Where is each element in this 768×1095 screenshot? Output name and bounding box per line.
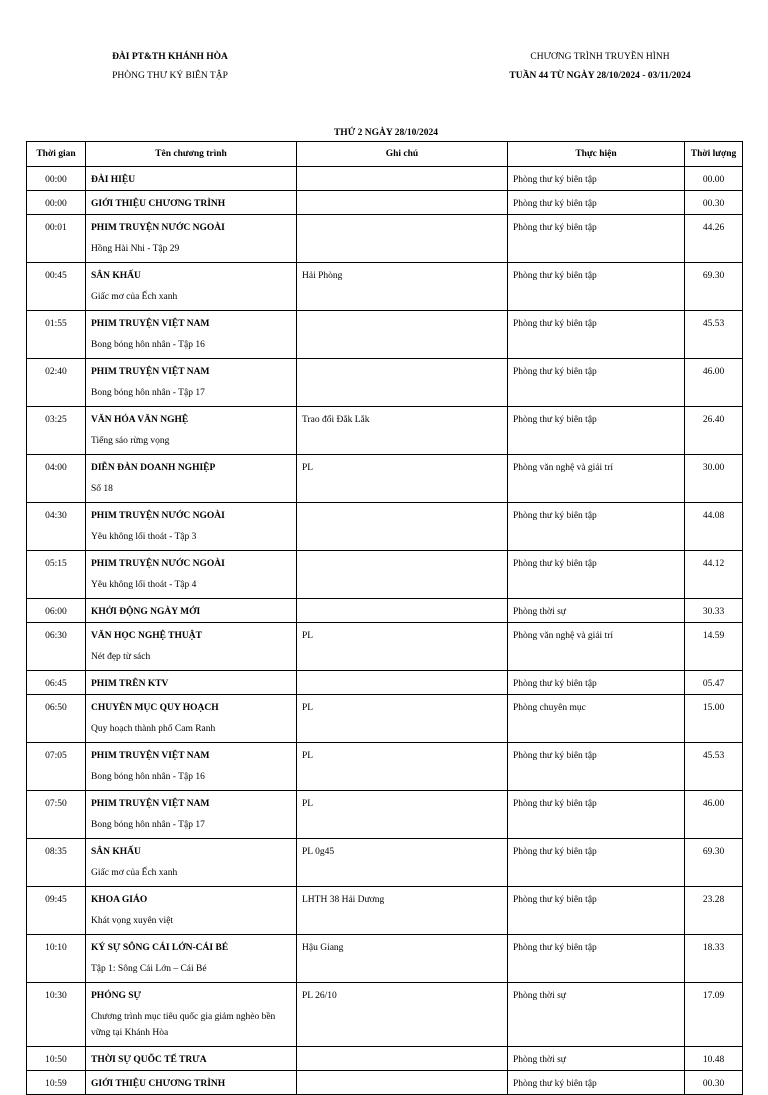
- table-row: [27, 167, 743, 191]
- cell-note: [297, 1047, 508, 1071]
- cell-duration: [685, 503, 743, 551]
- producer-text: Phòng thư ký biên tập: [513, 223, 597, 233]
- document-header-right: [500, 48, 700, 86]
- cell-duration: [685, 623, 743, 671]
- cell-note: [297, 887, 508, 935]
- cell-producer: [508, 671, 685, 695]
- week-range: TUẦN 44 TỪ NGÀY 28/10/2024 - 03/11/2024: [509, 71, 691, 81]
- cell-duration: [685, 743, 743, 791]
- cell-program: [86, 551, 297, 599]
- duration-text: 46.00: [702, 367, 725, 377]
- cell-time: 04:30: [27, 503, 86, 551]
- cell-producer: [508, 1071, 685, 1095]
- cell-time: 00:01: [27, 215, 86, 263]
- program-subtitle: Bong bóng hôn nhân - Tập 17: [91, 388, 205, 398]
- program-name: PHÓNG SỰ: [91, 991, 142, 1001]
- cell-producer: [508, 1047, 685, 1071]
- schedule-table: [26, 141, 743, 1095]
- cell-note: [297, 359, 508, 407]
- cell-duration: [685, 695, 743, 743]
- cell-note: [297, 263, 508, 311]
- cell-note: [297, 311, 508, 359]
- table-row: [27, 215, 743, 263]
- table-row: [27, 623, 743, 671]
- cell-duration: [685, 167, 743, 191]
- col-header-duration: Thời lượng: [685, 142, 743, 167]
- note-text: PL: [302, 631, 314, 641]
- program-subtitle: Bong bóng hôn nhân - Tập 17: [91, 820, 205, 830]
- producer-text: Phòng thư ký biên tập: [513, 175, 597, 185]
- program-subtitle: Quy hoạch thành phố Cam Ranh: [91, 724, 216, 734]
- duration-text: 23.28: [702, 895, 725, 905]
- col-header-program: Tên chương trình: [86, 142, 297, 167]
- cell-duration: [685, 311, 743, 359]
- cell-note: [297, 455, 508, 503]
- cell-program: [86, 503, 297, 551]
- cell-time: 07:50: [27, 791, 86, 839]
- duration-text: 14.59: [702, 631, 725, 641]
- duration-text: 00.30: [702, 199, 725, 209]
- program-name: KHOA GIÁO: [91, 895, 148, 905]
- duration-text: 45.53: [702, 319, 725, 329]
- cell-producer: [508, 599, 685, 623]
- cell-program: [86, 791, 297, 839]
- program-name: THỜI SỰ QUỐC TẾ TRƯA: [91, 1055, 207, 1065]
- program-name: PHIM TRUYỆN NƯỚC NGOÀI: [91, 223, 225, 233]
- program-name: PHIM TRÊN KTV: [91, 679, 169, 689]
- cell-note: [297, 695, 508, 743]
- program-subtitle: Bong bóng hôn nhân - Tập 16: [91, 340, 205, 350]
- producer-text: Phòng thư ký biên tập: [513, 511, 597, 521]
- producer-text: Phòng văn nghệ và giải trí: [513, 463, 613, 473]
- program-name: VĂN HỌC NGHỆ THUẬT: [91, 631, 202, 641]
- program-name: PHIM TRUYỆN VIỆT NAM: [91, 799, 210, 809]
- cell-duration: [685, 791, 743, 839]
- cell-note: [297, 983, 508, 1047]
- table-row: [27, 407, 743, 455]
- program-subtitle: Số 18: [91, 484, 113, 494]
- note-text: LHTH 38 Hải Dương: [302, 895, 385, 905]
- program-subtitle: Bong bóng hôn nhân - Tập 16: [91, 772, 205, 782]
- program-subtitle: Yêu không lối thoát - Tập 4: [91, 580, 197, 590]
- table-row: [27, 455, 743, 503]
- table-row: [27, 551, 743, 599]
- note-text: Trao đổi Đắk Lắk: [302, 415, 370, 425]
- producer-text: Phòng thời sự: [513, 1055, 566, 1065]
- duration-text: 45.53: [702, 751, 725, 761]
- producer-text: Phòng văn nghệ và giải trí: [513, 631, 613, 641]
- table-row: [27, 311, 743, 359]
- program-name: ĐÀI HIỆU: [91, 175, 136, 185]
- cell-duration: [685, 935, 743, 983]
- note-text: PL: [302, 703, 314, 713]
- program-name: VĂN HÓA VĂN NGHỆ: [91, 415, 189, 425]
- cell-producer: [508, 455, 685, 503]
- cell-program: [86, 455, 297, 503]
- program-name: PHIM TRUYỆN NƯỚC NGOÀI: [91, 511, 225, 521]
- cell-program: [86, 983, 297, 1047]
- cell-program: [86, 191, 297, 215]
- cell-note: [297, 743, 508, 791]
- producer-text: Phòng thư ký biên tập: [513, 1079, 597, 1089]
- cell-duration: [685, 551, 743, 599]
- cell-producer: [508, 167, 685, 191]
- program-name: CHUYÊN MỤC QUY HOẠCH: [91, 703, 219, 713]
- producer-text: Phòng thư ký biên tập: [513, 895, 597, 905]
- col-header-note: Ghi chú: [297, 142, 508, 167]
- program-subtitle: Tiếng sáo rừng vọng: [91, 436, 170, 446]
- table-header-row: [27, 142, 743, 167]
- producer-text: Phòng thư ký biên tập: [513, 319, 597, 329]
- duration-text: 44.12: [702, 559, 725, 569]
- cell-program: [86, 935, 297, 983]
- cell-time: 04:00: [27, 455, 86, 503]
- table-row: [27, 743, 743, 791]
- note-text: PL: [302, 799, 314, 809]
- cell-duration: [685, 359, 743, 407]
- program-name: GIỚI THIỆU CHƯƠNG TRÌNH: [91, 1079, 226, 1089]
- cell-duration: [685, 983, 743, 1047]
- cell-note: [297, 503, 508, 551]
- program-name: KHỞI ĐỘNG NGÀY MỚI: [91, 607, 201, 617]
- producer-text: Phòng thời sự: [513, 991, 566, 1001]
- cell-producer: [508, 311, 685, 359]
- cell-note: [297, 839, 508, 887]
- cell-duration: [685, 839, 743, 887]
- program-subtitle: Giấc mơ của Ếch xanh: [91, 292, 178, 302]
- cell-program: [86, 311, 297, 359]
- cell-time: 08:35: [27, 839, 86, 887]
- cell-duration: [685, 191, 743, 215]
- table-row: [27, 263, 743, 311]
- cell-note: [297, 671, 508, 695]
- cell-time: 01:55: [27, 311, 86, 359]
- table-row: [27, 599, 743, 623]
- program-name: PHIM TRUYỆN VIỆT NAM: [91, 751, 210, 761]
- cell-time: 06:00: [27, 599, 86, 623]
- duration-text: 18.33: [702, 943, 725, 953]
- program-subtitle: Hồng Hài Nhi - Tập 29: [91, 244, 180, 254]
- cell-program: [86, 263, 297, 311]
- table-row: [27, 839, 743, 887]
- program-subtitle: Khát vọng xuyên việt: [91, 916, 174, 926]
- cell-note: [297, 215, 508, 263]
- note-text: PL: [302, 751, 314, 761]
- cell-time: 07:05: [27, 743, 86, 791]
- cell-program: [86, 695, 297, 743]
- table-row: [27, 1047, 743, 1071]
- duration-text: 30.00: [702, 463, 725, 473]
- department-name: PHÒNG THƯ KÝ BIÊN TẬP: [112, 71, 228, 81]
- program-subtitle: Tập 1: Sông Cái Lớn – Cái Bé: [91, 964, 207, 974]
- cell-program: [86, 743, 297, 791]
- table-row: [27, 359, 743, 407]
- producer-text: Phòng thư ký biên tập: [513, 559, 597, 569]
- note-text: PL: [302, 463, 314, 473]
- cell-producer: [508, 695, 685, 743]
- note-text: Hậu Giang: [302, 943, 344, 953]
- cell-note: [297, 1071, 508, 1095]
- cell-program: [86, 1047, 297, 1071]
- cell-program: [86, 1071, 297, 1095]
- program-subtitle: Nét đẹp từ sách: [91, 652, 151, 662]
- duration-text: 26.40: [702, 415, 725, 425]
- producer-text: Phòng thư ký biên tập: [513, 943, 597, 953]
- cell-time: 02:40: [27, 359, 86, 407]
- cell-note: [297, 191, 508, 215]
- producer-text: Phòng thư ký biên tập: [513, 199, 597, 209]
- note-text: PL 0g45: [302, 847, 335, 857]
- program-name: SÂN KHẤU: [91, 847, 141, 857]
- cell-program: [86, 359, 297, 407]
- cell-time: 00:45: [27, 263, 86, 311]
- cell-note: [297, 599, 508, 623]
- cell-time: 00:00: [27, 167, 86, 191]
- cell-time: 10:59: [27, 1071, 86, 1095]
- cell-time: 06:45: [27, 671, 86, 695]
- program-name: PHIM TRUYỆN VIỆT NAM: [91, 319, 210, 329]
- producer-text: Phòng chuyên mục: [513, 703, 586, 713]
- table-row: [27, 1071, 743, 1095]
- cell-note: [297, 167, 508, 191]
- note-text: Hải Phòng: [302, 271, 343, 281]
- table-row: [27, 503, 743, 551]
- table-row: [27, 791, 743, 839]
- cell-producer: [508, 791, 685, 839]
- org-name: ĐÀI PT&TH KHÁNH HÒA: [112, 52, 228, 62]
- duration-text: 17.09: [702, 991, 725, 1001]
- producer-text: Phòng thư ký biên tập: [513, 367, 597, 377]
- cell-time: 09:45: [27, 887, 86, 935]
- duration-text: 05.47: [702, 679, 725, 689]
- cell-producer: [508, 191, 685, 215]
- cell-duration: [685, 1071, 743, 1095]
- cell-producer: [508, 743, 685, 791]
- cell-duration: [685, 671, 743, 695]
- table-row: [27, 191, 743, 215]
- col-header-producer: Thực hiện: [508, 142, 685, 167]
- cell-program: [86, 215, 297, 263]
- program-name: KÝ SỰ SÔNG CÁI LỚN-CÁI BÉ: [91, 943, 229, 953]
- cell-note: [297, 623, 508, 671]
- cell-program: [86, 407, 297, 455]
- table-row: [27, 887, 743, 935]
- producer-text: Phòng thư ký biên tập: [513, 415, 597, 425]
- duration-text: 30.33: [702, 607, 725, 617]
- duration-text: 44.26: [702, 223, 725, 233]
- cell-time: 03:25: [27, 407, 86, 455]
- cell-duration: [685, 263, 743, 311]
- cell-note: [297, 935, 508, 983]
- program-subtitle: Giấc mơ của Ếch xanh: [91, 868, 178, 878]
- duration-text: 15.00: [702, 703, 725, 713]
- duration-text: 00.00: [702, 175, 725, 185]
- cell-program: [86, 671, 297, 695]
- duration-text: 10.48: [702, 1055, 725, 1065]
- cell-producer: [508, 887, 685, 935]
- cell-time: 05:15: [27, 551, 86, 599]
- program-name: PHIM TRUYỆN VIỆT NAM: [91, 367, 210, 377]
- duration-text: 44.08: [702, 511, 725, 521]
- cell-producer: [508, 983, 685, 1047]
- table-row: [27, 935, 743, 983]
- cell-program: [86, 623, 297, 671]
- cell-producer: [508, 407, 685, 455]
- document-header-left: [90, 48, 250, 86]
- producer-text: Phòng thư ký biên tập: [513, 271, 597, 281]
- cell-program: [86, 839, 297, 887]
- cell-duration: [685, 455, 743, 503]
- program-subtitle: Chương trình mục tiêu quốc gia giảm nghèo bền vững tại Khánh Hòa: [91, 1012, 276, 1038]
- duration-text: 69.30: [702, 847, 725, 857]
- producer-text: Phòng thư ký biên tập: [513, 799, 597, 809]
- cell-time: 06:30: [27, 623, 86, 671]
- cell-time: 06:50: [27, 695, 86, 743]
- program-name: SÂN KHẤU: [91, 271, 141, 281]
- cell-duration: [685, 215, 743, 263]
- duration-text: 00.30: [702, 1079, 725, 1089]
- cell-producer: [508, 503, 685, 551]
- cell-duration: [685, 407, 743, 455]
- table-row: [27, 695, 743, 743]
- program-name: PHIM TRUYỆN NƯỚC NGOÀI: [91, 559, 225, 569]
- col-header-time: Thời gian: [27, 142, 86, 167]
- cell-time: 10:50: [27, 1047, 86, 1071]
- cell-producer: [508, 935, 685, 983]
- program-name: GIỚI THIỆU CHƯƠNG TRÌNH: [91, 199, 226, 209]
- table-row: [27, 983, 743, 1047]
- document-title: CHƯƠNG TRÌNH TRUYỀN HÌNH: [530, 52, 670, 62]
- program-name: DIỄN ĐÀN DOANH NGHIỆP: [91, 463, 216, 473]
- producer-text: Phòng thời sự: [513, 607, 566, 617]
- program-subtitle: Yêu không lối thoát - Tập 3: [91, 532, 197, 542]
- cell-note: [297, 551, 508, 599]
- duration-text: 69.30: [702, 271, 725, 281]
- note-text: PL 26/10: [302, 991, 337, 1001]
- cell-note: [297, 791, 508, 839]
- duration-text: 46.00: [702, 799, 725, 809]
- cell-program: [86, 599, 297, 623]
- cell-program: [86, 167, 297, 191]
- producer-text: Phòng thư ký biên tập: [513, 751, 597, 761]
- producer-text: Phòng thư ký biên tập: [513, 679, 597, 689]
- cell-producer: [508, 263, 685, 311]
- cell-note: [297, 407, 508, 455]
- producer-text: Phòng thư ký biên tập: [513, 847, 597, 857]
- cell-producer: [508, 359, 685, 407]
- cell-program: [86, 887, 297, 935]
- cell-producer: [508, 215, 685, 263]
- cell-producer: [508, 551, 685, 599]
- cell-time: 10:10: [27, 935, 86, 983]
- day-title: THỨ 2 NGÀY 28/10/2024: [333, 128, 439, 138]
- cell-producer: [508, 623, 685, 671]
- cell-producer: [508, 839, 685, 887]
- cell-time: 00:00: [27, 191, 86, 215]
- cell-duration: [685, 1047, 743, 1071]
- cell-duration: [685, 599, 743, 623]
- table-row: [27, 671, 743, 695]
- cell-duration: [685, 887, 743, 935]
- cell-time: 10:30: [27, 983, 86, 1047]
